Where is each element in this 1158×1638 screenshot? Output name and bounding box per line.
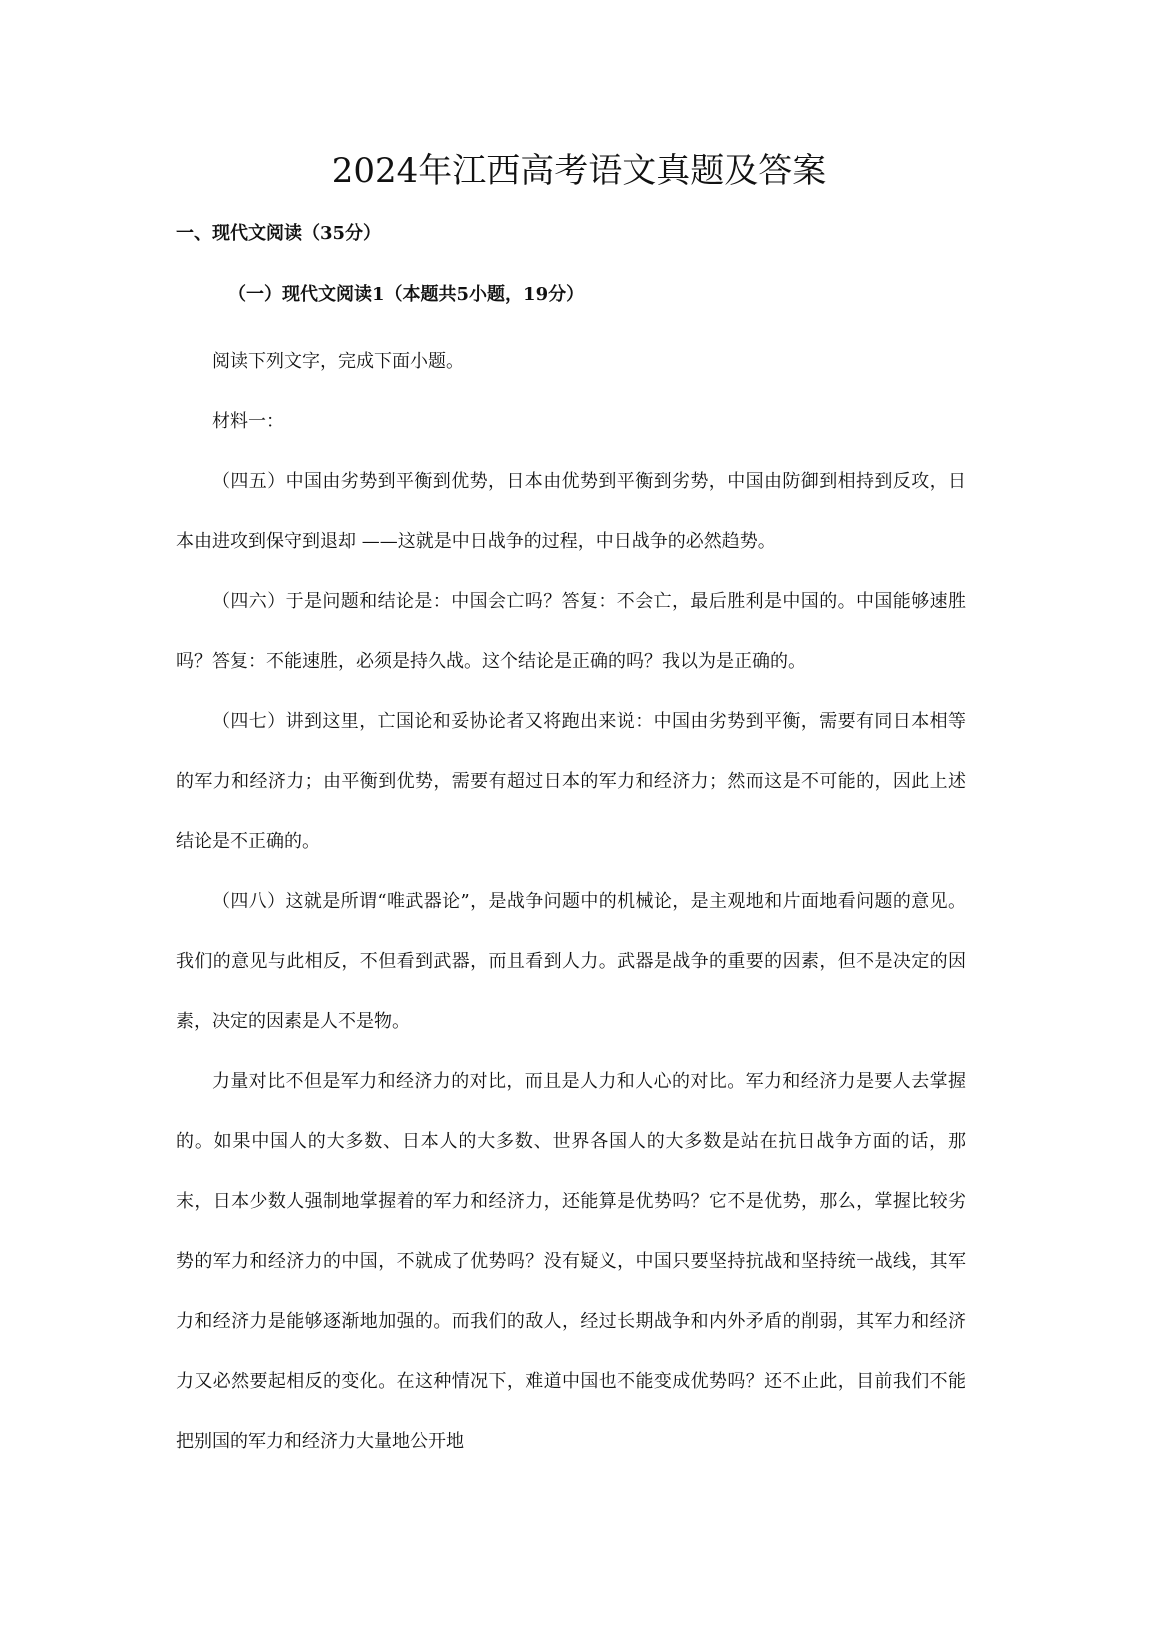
instruction-text: 阅读下列文字，完成下面小题。 xyxy=(212,351,464,372)
paragraph-force-comparison: 力量对比不但是军力和经济力的对比，而且是人力和人心的对比。军力和经济力是要人去掌握的。如果中国人的大多数、日本人的大多数、世界各国人的大多数是站在抗日战争方面的话，那末，日本少数人强制地掌握着的军力和经济力，还能算是优势吗？它不是优势，那么，掌握比较劣势的军力和经济力的中国，不就成了优势吗？没有疑义，中国只要坚持抗战和坚持统一战线，其军力和经济力是能够逐渐地加强的。而我们的敌人，经过长期战争和内外矛盾的削弱，其军力和经济力又必然要起相反的变化。在这种情况下，难道中国也不能变成优势吗？还不止此，目前我们不能把别国的军力和经济力大量地公开地 xyxy=(176,1071,966,1452)
paragraph-47: （四七）讲到这里，亡国论和妥协论者又将跑出来说：中国由劣势到平衡，需要有同日本相等的军力和经济力；由平衡到优势，需要有超过日本的军力和经济力；然而这是不可能的，因此上述结论是不正确的。 xyxy=(176,711,966,852)
document-title: 2024年江西高考语文真题及答案 xyxy=(331,151,827,191)
sub-heading: （一）现代文阅读1（本题共5小题，19分） xyxy=(228,284,585,305)
paragraph-45: （四五）中国由劣势到平衡到优势，日本由优势到平衡到劣势，中国由防御到相持到反攻，日本由进攻到保守到退却 ——这就是中日战争的过程，中日战争的必然趋势。 xyxy=(176,471,966,552)
document-body xyxy=(176,332,966,1472)
material-label: 材料一： xyxy=(212,411,284,432)
section-heading: 一、现代文阅读（35分） xyxy=(176,223,382,244)
paragraph-48: （四八）这就是所谓“唯武器论”，是战争问题中的机械论，是主观地和片面地看问题的意见。我们的意见与此相反，不但看到武器，而且看到人力。武器是战争的重要的因素，但不是决定的因素，决定的因素是人不是物。 xyxy=(176,891,966,1032)
paragraph-46: （四六）于是问题和结论是：中国会亡吗？答复：不会亡，最后胜利是中国的。中国能够速胜吗？答复：不能速胜，必须是持久战。这个结论是正确的吗？我以为是正确的。 xyxy=(176,591,966,672)
